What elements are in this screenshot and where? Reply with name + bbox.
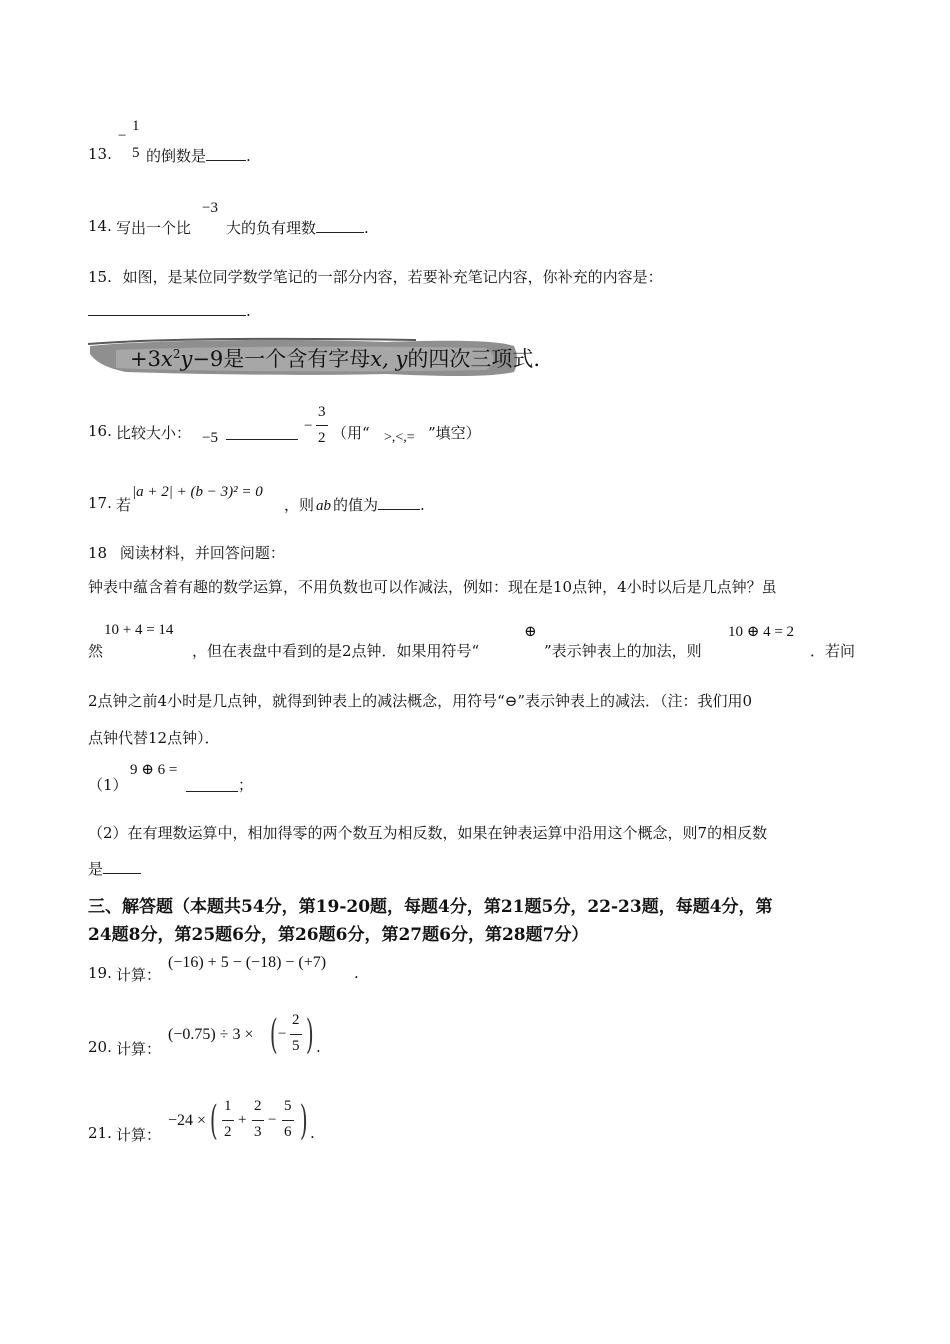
question-label: 计算：: [116, 966, 162, 984]
question-label: 计算：: [116, 1040, 162, 1058]
note-rest: −9是一个含有字母: [192, 347, 371, 371]
question-number: 14.: [88, 217, 112, 235]
minus-sign: −: [304, 418, 313, 434]
answer-blank[interactable]: [88, 314, 246, 316]
tail: .: [420, 496, 425, 514]
equation-1: 10 + 4 = 14: [104, 622, 174, 638]
note-y: y: [180, 347, 193, 371]
fraction-3-numerator: 5: [284, 1098, 292, 1114]
fraction-numerator: 1: [132, 118, 140, 134]
hint-post: ”填空）: [428, 424, 481, 442]
question-20: [88, 1010, 488, 1060]
text: 大的负有理数: [226, 219, 317, 237]
fraction-denominator: 5: [292, 1038, 300, 1054]
left-paren: (: [209, 1098, 218, 1144]
plus-sign: +: [238, 1112, 247, 1128]
question-number: 13.: [88, 145, 112, 163]
answer-blank[interactable]: [206, 159, 246, 161]
fraction-2-denominator: 3: [254, 1124, 262, 1140]
answer-line: [88, 302, 251, 320]
question-number: 20.: [88, 1038, 112, 1056]
hint-pre: （用“: [332, 424, 370, 442]
note-vars: x, y: [370, 347, 408, 371]
text-mid2: ”表示钟表上的加法，则: [544, 642, 702, 660]
note-sup: 2: [172, 347, 181, 361]
fraction-1-denominator: 2: [224, 1124, 232, 1140]
fraction-1-numerator: 1: [224, 1098, 232, 1114]
value: −3: [202, 200, 218, 216]
fraction-numerator: 2: [292, 1012, 300, 1028]
fraction-3-denominator: 6: [284, 1124, 292, 1140]
question-19: [88, 952, 488, 986]
sub-label: （1）: [88, 776, 128, 794]
answer-blank[interactable]: [186, 790, 238, 792]
note-text: [130, 343, 540, 373]
question-label: 计算：: [116, 1126, 162, 1144]
fraction-2-numerator: 2: [254, 1098, 262, 1114]
answer-blank[interactable]: [103, 872, 141, 874]
tail: ；: [238, 776, 254, 794]
question-title: 阅读材料，并回答问题：: [119, 544, 285, 562]
tail: .: [310, 1124, 315, 1142]
expression: (−16) + 5 − (−18) − (+7): [168, 954, 327, 971]
fraction-numerator: 3: [318, 404, 326, 420]
hint-symbols: >,<,=: [384, 430, 415, 445]
q18-line1: 钟表中蕴含着有趣的数学运算，不用负数也可以作减法，例如：现在是10点钟，4小时以后是几点钟？虽: [88, 578, 777, 596]
note-lead: +3: [130, 347, 161, 371]
expression: −24 ×: [168, 1112, 207, 1129]
section-3-heading-line1: 三、解答题（本题共54分，第19-20题，每题4分，第21题5分，22-23题，每题4分，第: [88, 897, 773, 917]
fraction-bar: [290, 1034, 302, 1035]
sub-expression: 9 ⊕ 6 =: [130, 762, 178, 778]
tail: .: [364, 219, 369, 237]
q18-sub2-line2: [88, 858, 141, 879]
text-mid: ，但在表盘中看到的是2点钟．如果用符号“: [192, 642, 480, 660]
note-end: 的四次三项式.: [407, 347, 541, 371]
question-pre: 若: [116, 496, 132, 514]
question-text: [146, 145, 251, 166]
tail: .: [354, 964, 359, 982]
minus-sign: −: [118, 128, 127, 144]
answer-blank[interactable]: [316, 231, 364, 233]
fraction-2-bar: [252, 1120, 264, 1121]
right-paren: ): [305, 1012, 314, 1058]
q18-sub2-line1: （2）在有理数运算中，相加得零的两个数互为相反数，如果在钟表运算中沿用这个概念，则7的相反数: [88, 824, 768, 842]
question-number: 15.: [88, 268, 112, 286]
question-text: [284, 494, 425, 515]
question-21: [88, 1096, 488, 1146]
left-value: −5: [202, 430, 218, 446]
text-pre: 然: [88, 642, 104, 660]
text-end: ．若问: [810, 642, 856, 660]
left-paren: (: [269, 1012, 278, 1058]
text: 的倒数是: [146, 147, 207, 165]
tail: .: [246, 302, 251, 320]
minus-sign: −: [268, 1112, 277, 1128]
fraction-denominator: 5: [132, 145, 140, 161]
fraction-denominator: 2: [318, 430, 326, 446]
question-number: 18: [88, 544, 108, 562]
note-image: [86, 336, 541, 380]
right-paren: ): [299, 1098, 308, 1144]
question-number: 17.: [88, 494, 112, 512]
equation: |a + 2| + (b − 3)² = 0: [132, 484, 263, 500]
question-pre: 比较大小：: [116, 424, 192, 442]
question-number: 16.: [88, 422, 112, 440]
q18-line2: [88, 622, 868, 662]
tail: .: [246, 147, 251, 165]
ab-var: ab: [316, 498, 332, 514]
equation-2: 10 ⊕ 4 = 2: [728, 624, 795, 640]
text-post: 的值为: [333, 496, 379, 514]
fraction-3-bar: [282, 1120, 294, 1121]
question-number: 21.: [88, 1124, 112, 1142]
question-number: 19.: [88, 964, 112, 982]
expression: (−0.75) ÷ 3 ×: [168, 1026, 254, 1043]
note-x: x: [160, 347, 173, 371]
fraction-1-bar: [222, 1120, 234, 1121]
q18-line3: 2点钟之前4小时是几点钟，就得到钟表上的减法概念，用符号“⊖”表示钟表上的减法．（注：我们用0: [88, 692, 753, 710]
fraction-bar: [316, 425, 328, 426]
minus-sign: −: [278, 1026, 287, 1042]
tail: .: [316, 1038, 321, 1056]
answer-blank[interactable]: [226, 438, 298, 440]
q18-line4: 点钟代替12点钟）．: [88, 729, 220, 747]
q18-sub1: [88, 760, 388, 794]
section-3-heading-line2: 24题8分，第25题6分，第26题6分，第27题6分，第28题7分）: [88, 925, 589, 945]
oplus-symbol: ⊕: [524, 624, 537, 640]
question-pre: 写出一个比: [116, 219, 192, 237]
question-18-title: [88, 542, 285, 563]
question-text: [226, 217, 369, 238]
question-text: 如图，是某位同学数学笔记的一部分内容，若要补充笔记内容，你补充的内容是：: [122, 268, 663, 286]
answer-blank[interactable]: [378, 508, 420, 510]
question-15: [88, 266, 663, 287]
text: 是: [88, 860, 104, 878]
text-mid: ，则: [284, 496, 315, 514]
